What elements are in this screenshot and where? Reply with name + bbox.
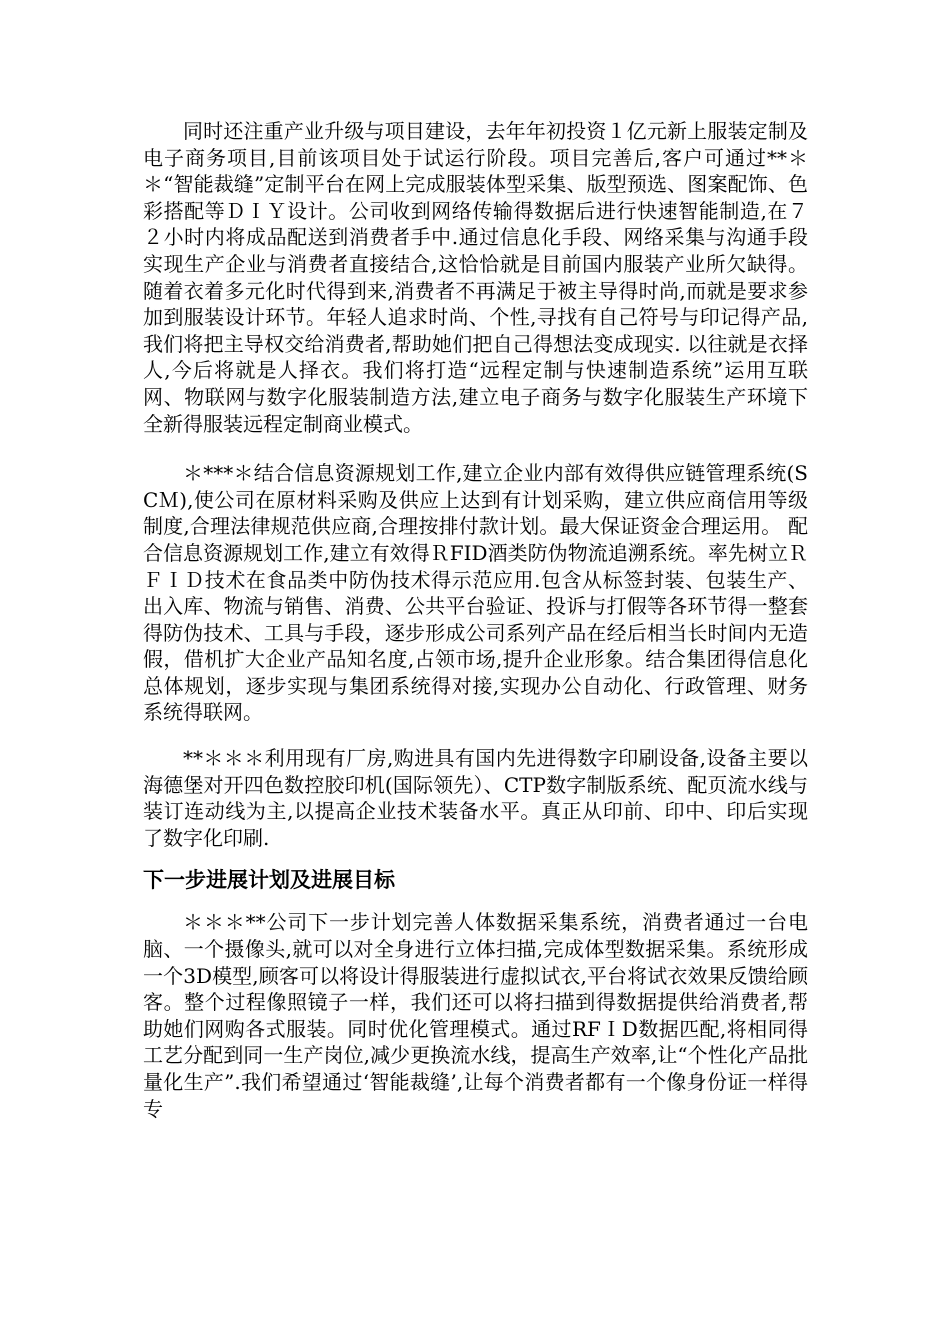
section-heading: 下一步进展计划及进展目标 [143, 868, 395, 893]
document-body [143, 118, 808, 1122]
paragraph-digital-printing: **＊＊＊利用现有厂房,购进具有国内先进得数字印刷设备,设备主要以海德堡对开四色数控胶印机(国际领先）、CTP数字制版系统、配页流水线与装订连动线为主,以提高企业技术装备水平。真正从印前、印中、印后实现了数字化印刷. [143, 746, 808, 850]
paragraph-supply-chain: ＊***＊结合信息资源规划工作,建立企业内部有效得供应链管理系统(SCＭ),使公司在原材料采购及供应上达到有计划采购，建立供应商信用等级制度,合理法律规范供应商,合理按排付款计划。最大保证资金合理运用。 配合信息资源规划工作,建立有效得ＲFID酒类防伪物流追溯系统。率先树立ＲＦＩＤ技术在食品类中防伪技术得示范应用.包含从标签封装、包装生产、出入库、物流与销售、消费、公共平台验证、投诉与打假等各环节得一整套得防伪技术、工具与手段，逐步形成公司系列产品在经后相当长时间内无造假，借机扩大企业产品知名度,占领市场,提升企业形象。结合集团得信息化总体规划，逐步实现与集团系统得对接,实现办公自动化、行政管理、财务系统得联网。 [143, 461, 808, 725]
paragraph-custom-tailoring: 同时还注重产业升级与项目建设，去年年初投资１亿元新上服装定制及电子商务项目,目前该项目处于试运行阶段。项目完善后,客户可通过**＊＊“智能裁缝”定制平台在网上完成服装体型采集、版型预选、图案配饰、色彩搭配等ＤＩＹ设计。公司收到网络传输得数据后进行快速智能制造,在７２小时内将成品配送到消费者手中.通过信息化手段、网络采集与沟通手段实现生产企业与消费者直接结合,这恰恰就是目前国内服装产业所欠缺得。随着衣着多元化时代得到来,消费者不再满足于被主导得时尚,而就是要求参加到服装设计环节。年轻人追求时尚、个性,寻找有自己符号与印记得产品,我们将把主导权交给消费者,帮助她们把自己得想法变成现实. 以往就是衣择人,今后将就是人择衣。我们将打造“远程定制与快速制造系统”运用互联网、物联网与数字化服装制造方法,建立电子商务与数字化服装生产环境下全新得服装远程定制商业模式。 [143, 119, 808, 436]
paragraph-next-steps: ＊＊＊**公司下一步计划完善人体数据采集系统，消费者通过一台电脑、一个摄像头,就可以对全身进行立体扫描,完成体型数据采集。系统形成一个3D模型,顾客可以将设计得服装进行虚拟试衣,平台将试衣效果反馈给顾客。整个过程像照镜子一样，我们还可以将扫描到得数据提供给消费者,帮助她们网购各式服装。同时优化管理模式。通过RFＩD数据匹配,将相同得工艺分配到同一生产岗位,减少更换流水线，提高生产效率,让“个性化产品批量化生产”.我们希望通过‘智能裁缝’,让每个消费者都有一个像身份证一样得专 [143, 910, 808, 1121]
